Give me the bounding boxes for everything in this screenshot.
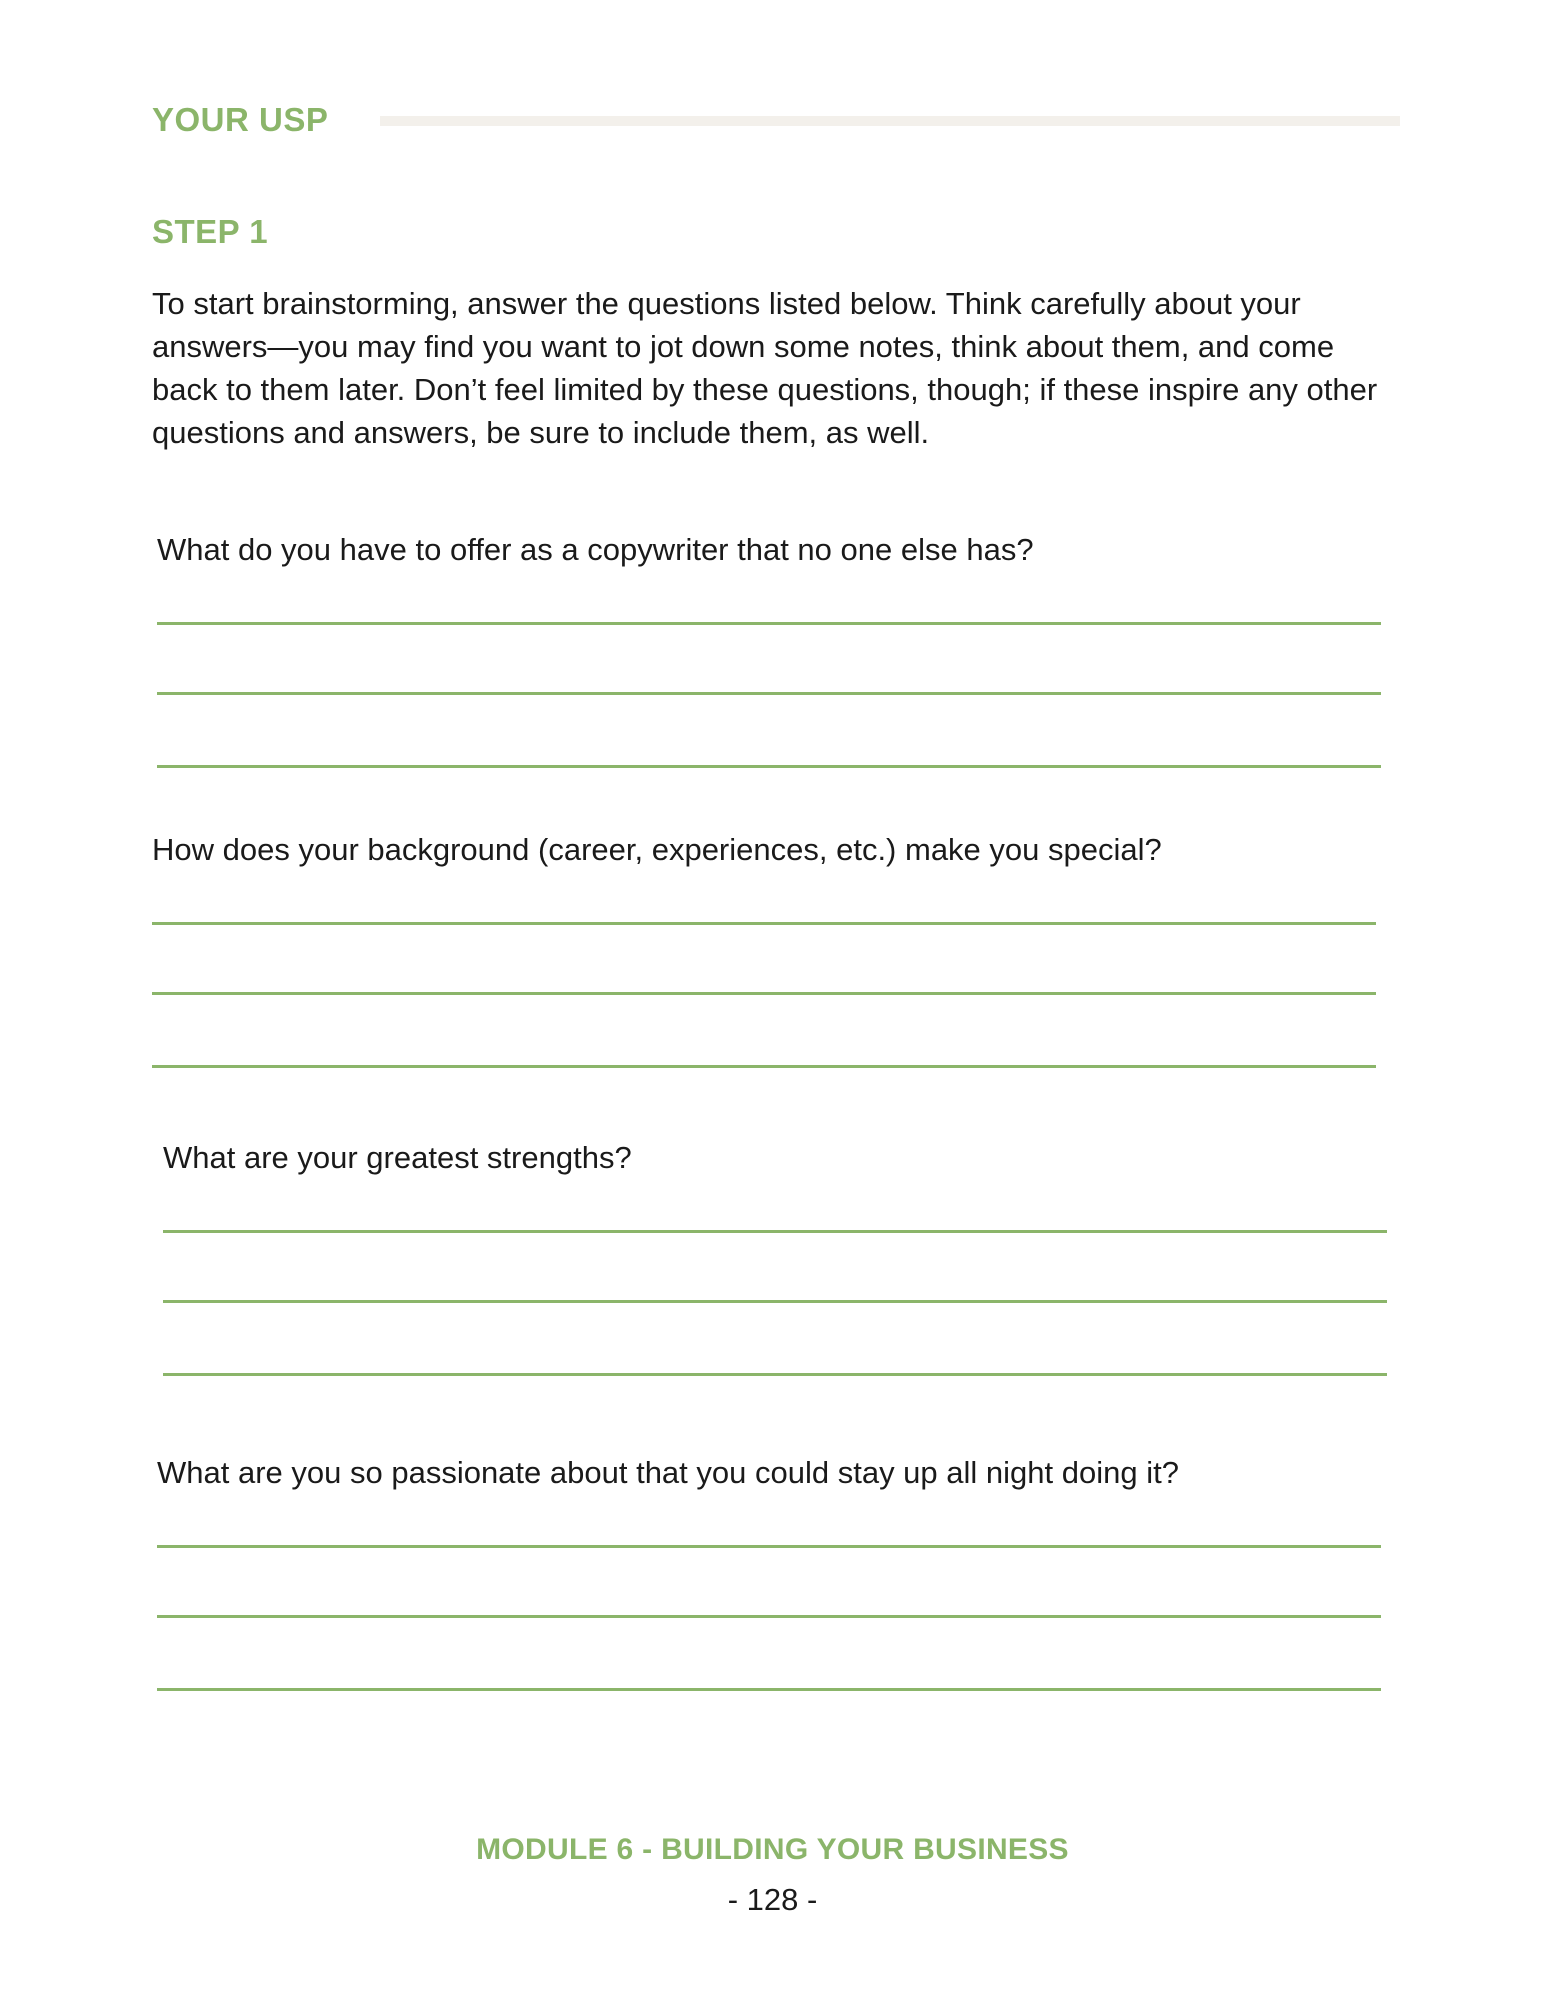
section-title: YOUR USP: [152, 101, 329, 138]
step-instructions: To start brainstorming, answer the questions listed below. Think carefully about your answers—you may find you want to jot down some notes, think about them, and come back to them later. Don’t feel limited by these questions, though; if these inspire any other questions and answers, be sure to include them, as well.: [152, 286, 1378, 450]
answer-line[interactable]: [157, 622, 1381, 625]
answer-line[interactable]: [163, 1373, 1387, 1376]
question-block-3: [163, 1138, 1393, 1378]
footer-module-title: MODULE 6 - BUILDING YOUR BUSINESS: [476, 1833, 1069, 1866]
answer-line[interactable]: [157, 1688, 1381, 1691]
answer-line[interactable]: [152, 1065, 1376, 1068]
question-block-4: [157, 1453, 1387, 1693]
answer-line[interactable]: [152, 992, 1376, 995]
question-block-2: [152, 830, 1382, 1070]
answer-line[interactable]: [157, 1615, 1381, 1618]
answer-line[interactable]: [152, 922, 1376, 925]
question-text: What do you have to offer as a copywriter that no one else has?: [157, 532, 1034, 567]
question-text: What are you so passionate about that you could stay up all night doing it?: [157, 1455, 1179, 1490]
question-text: How does your background (career, experiences, etc.) make you special?: [152, 832, 1162, 867]
question-text: What are your greatest strengths?: [163, 1140, 632, 1175]
answer-line[interactable]: [163, 1300, 1387, 1303]
header-divider: [380, 116, 1400, 126]
section-header: [152, 98, 1400, 142]
answer-line[interactable]: [157, 692, 1381, 695]
step-title: STEP 1: [152, 213, 269, 250]
question-block-1: [157, 530, 1387, 770]
answer-line[interactable]: [157, 1545, 1381, 1548]
answer-line[interactable]: [163, 1230, 1387, 1233]
page-number: - 128 -: [727, 1882, 818, 1917]
answer-line[interactable]: [157, 765, 1381, 768]
